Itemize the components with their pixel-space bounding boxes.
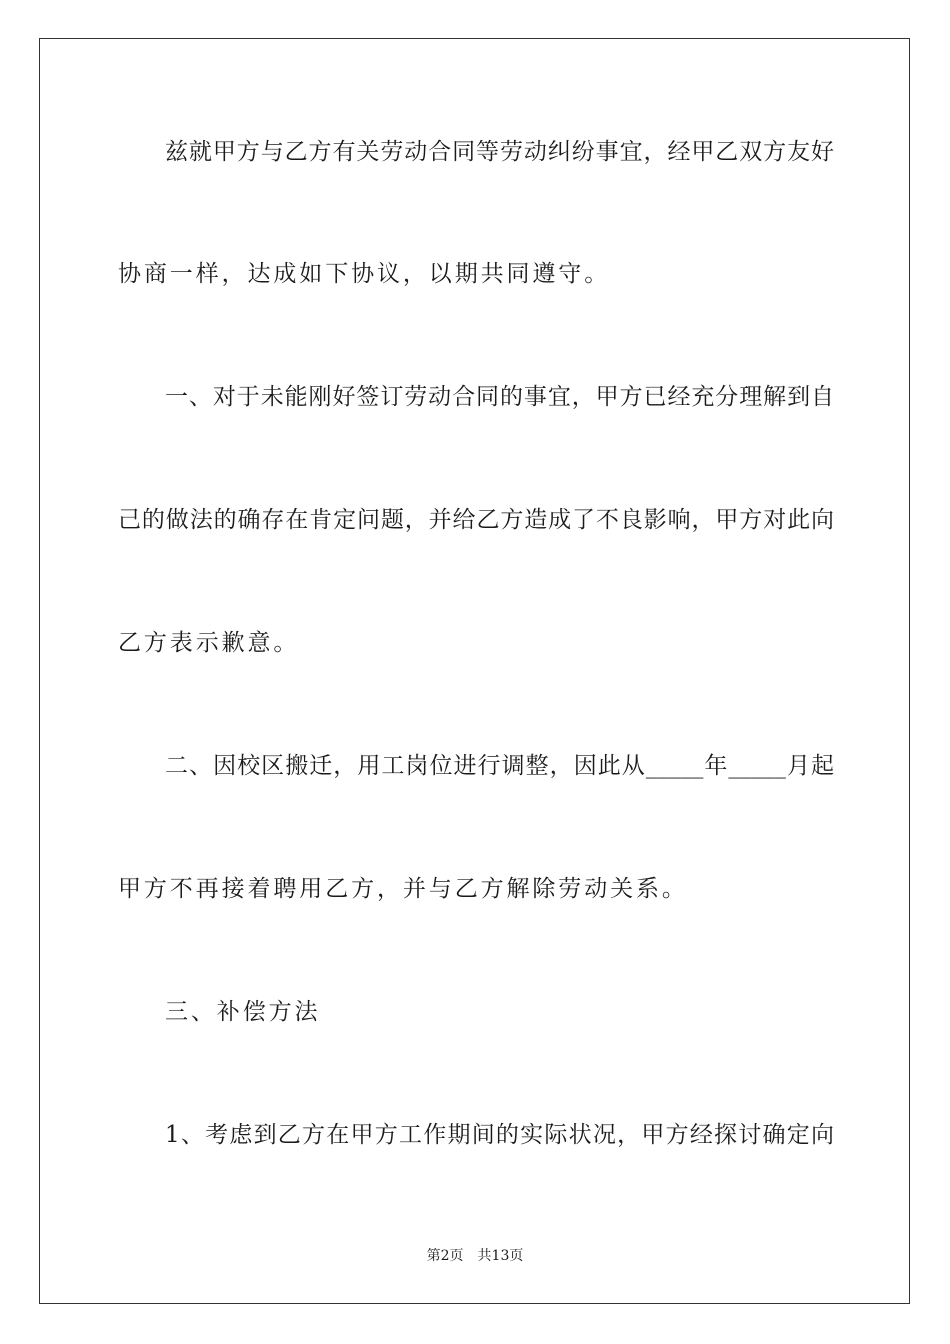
paragraph-line: 1、考虑到乙方在甲方工作期间的实际状况，甲方经探讨确定向 — [165, 1122, 834, 1148]
paragraph-line: 二、因校区搬迁，用工岗位进行调整，因此从_____年_____月起 — [165, 753, 834, 779]
paragraph-line: 协商一样，达成如下协议，以期共同遵守。 — [118, 261, 611, 287]
paragraph-line: 一、对于未能刚好签订劳动合同的事宜，甲方已经充分理解到自 — [165, 384, 834, 410]
page-border — [39, 38, 910, 1304]
paragraph-line: 兹就甲方与乙方有关劳动合同等劳动纠纷事宜，经甲乙双方友好 — [165, 139, 834, 165]
paragraph-line: 甲方不再接着聘用乙方，并与乙方解除劳动关系。 — [118, 876, 688, 902]
paragraph-line: 己的做法的确存在肯定问题，并给乙方造成了不良影响，甲方对此向 — [118, 507, 834, 533]
page-number-footer: 第2页 共13页 — [426, 1248, 524, 1264]
paragraph-line: 乙方表示歉意。 — [118, 630, 300, 656]
section-heading: 三、补偿方法 — [165, 999, 321, 1025]
